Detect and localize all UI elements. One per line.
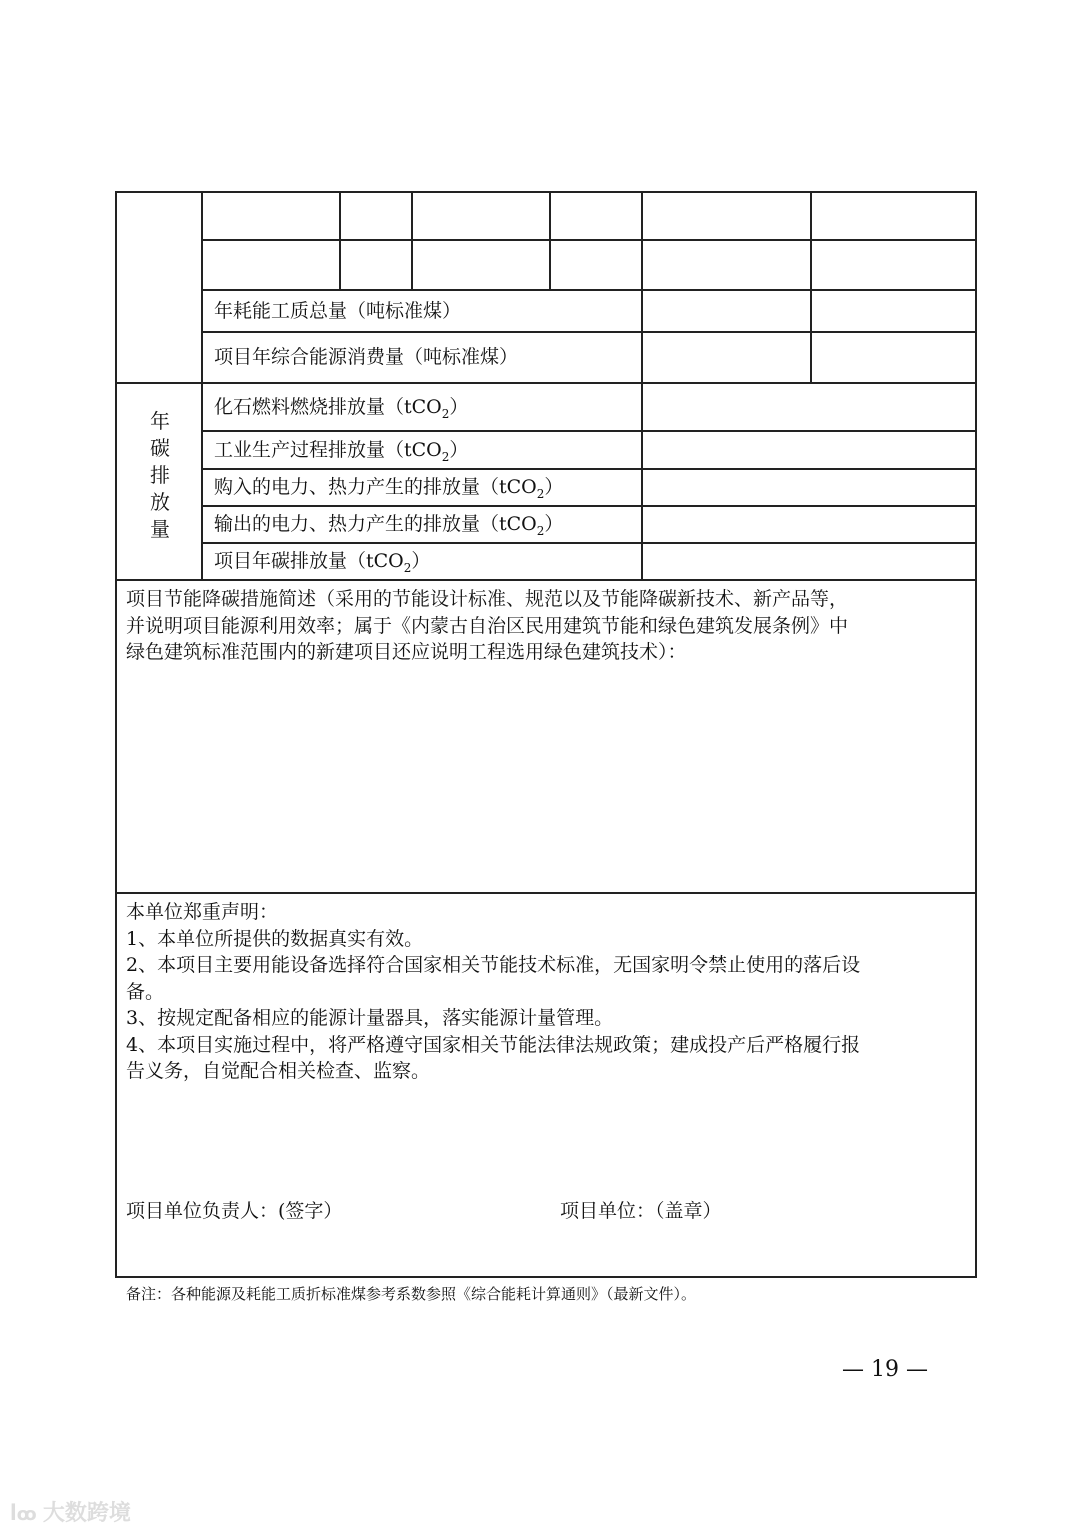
watermark-logo: ꟾꝏ 大数跨境 bbox=[10, 1501, 131, 1526]
signer-signature-label: 项目单位负责人：(签字） bbox=[126, 1200, 343, 1222]
carbon-row-label: 购入的电力、热力产生的排放量（tCO$_2$） bbox=[214, 476, 564, 501]
carbon-section-label: 年碳排放量 bbox=[150, 409, 170, 541]
measures-description: 项目节能降碳措施简述（采用的节能设计标准、规范以及节能降碳新技术、新产品等， 并说明项目能源利用效率；属于《内蒙古自治区民用建筑节能和绿色建筑发展条例》中 绿色建筑标准范围内的新建项目还应说明工程选用绿色建筑技术）： bbox=[126, 588, 849, 663]
page-number: — 19 — bbox=[842, 1357, 928, 1382]
row-line bbox=[115, 382, 977, 384]
comprehensive-energy-label: 项目年综合能源消费量（吨标准煤） bbox=[214, 346, 519, 368]
declaration: 本单位郑重声明： 1、本单位所提供的数据真实有效。 2、本项目主要用能设备选择符合国家相关节能技术标准，无国家明令禁止使用的落后设 备。 3、按规定配备相应的能源计量器具，落实能源计量管理。 4、本项目实施过程中，将严格遵守国家相关节能法律法规政策；建成投产后严格履行报 告义务，自觉配合相关检查、监察。 bbox=[126, 901, 861, 1082]
row-line bbox=[202, 239, 977, 241]
table-border-top bbox=[115, 191, 977, 193]
col-line bbox=[201, 191, 203, 580]
working-medium-total-label: 年耗能工质总量（吨标准煤） bbox=[214, 300, 462, 322]
row-line bbox=[202, 289, 977, 291]
carbon-row-label: 工业生产过程排放量（tCO$_2$） bbox=[214, 439, 469, 464]
carbon-row-label: 输出的电力、热力产生的排放量（tCO$_2$） bbox=[214, 513, 564, 538]
col-line bbox=[641, 191, 643, 580]
table-border-bottom bbox=[115, 1276, 977, 1278]
carbon-row-label: 项目年碳排放量（tCO$_2$） bbox=[214, 550, 431, 575]
footnote: 备注：各种能源及耗能工质折标准煤参考系数参照《综合能耗计算通则》（最新文件）。 bbox=[126, 1285, 697, 1303]
row-line bbox=[202, 331, 977, 333]
unit-seal-label: 项目单位：（盖章） bbox=[560, 1200, 722, 1222]
col-line bbox=[810, 191, 812, 383]
table-border-right bbox=[975, 191, 977, 1278]
carbon-row-label: 化石燃料燃烧排放量（tCO$_2$） bbox=[214, 396, 469, 421]
col-line bbox=[411, 191, 413, 290]
row-line bbox=[115, 892, 977, 894]
row-line bbox=[202, 430, 977, 432]
col-line bbox=[549, 191, 551, 290]
table-border-left bbox=[115, 191, 117, 1278]
col-line bbox=[339, 191, 341, 290]
